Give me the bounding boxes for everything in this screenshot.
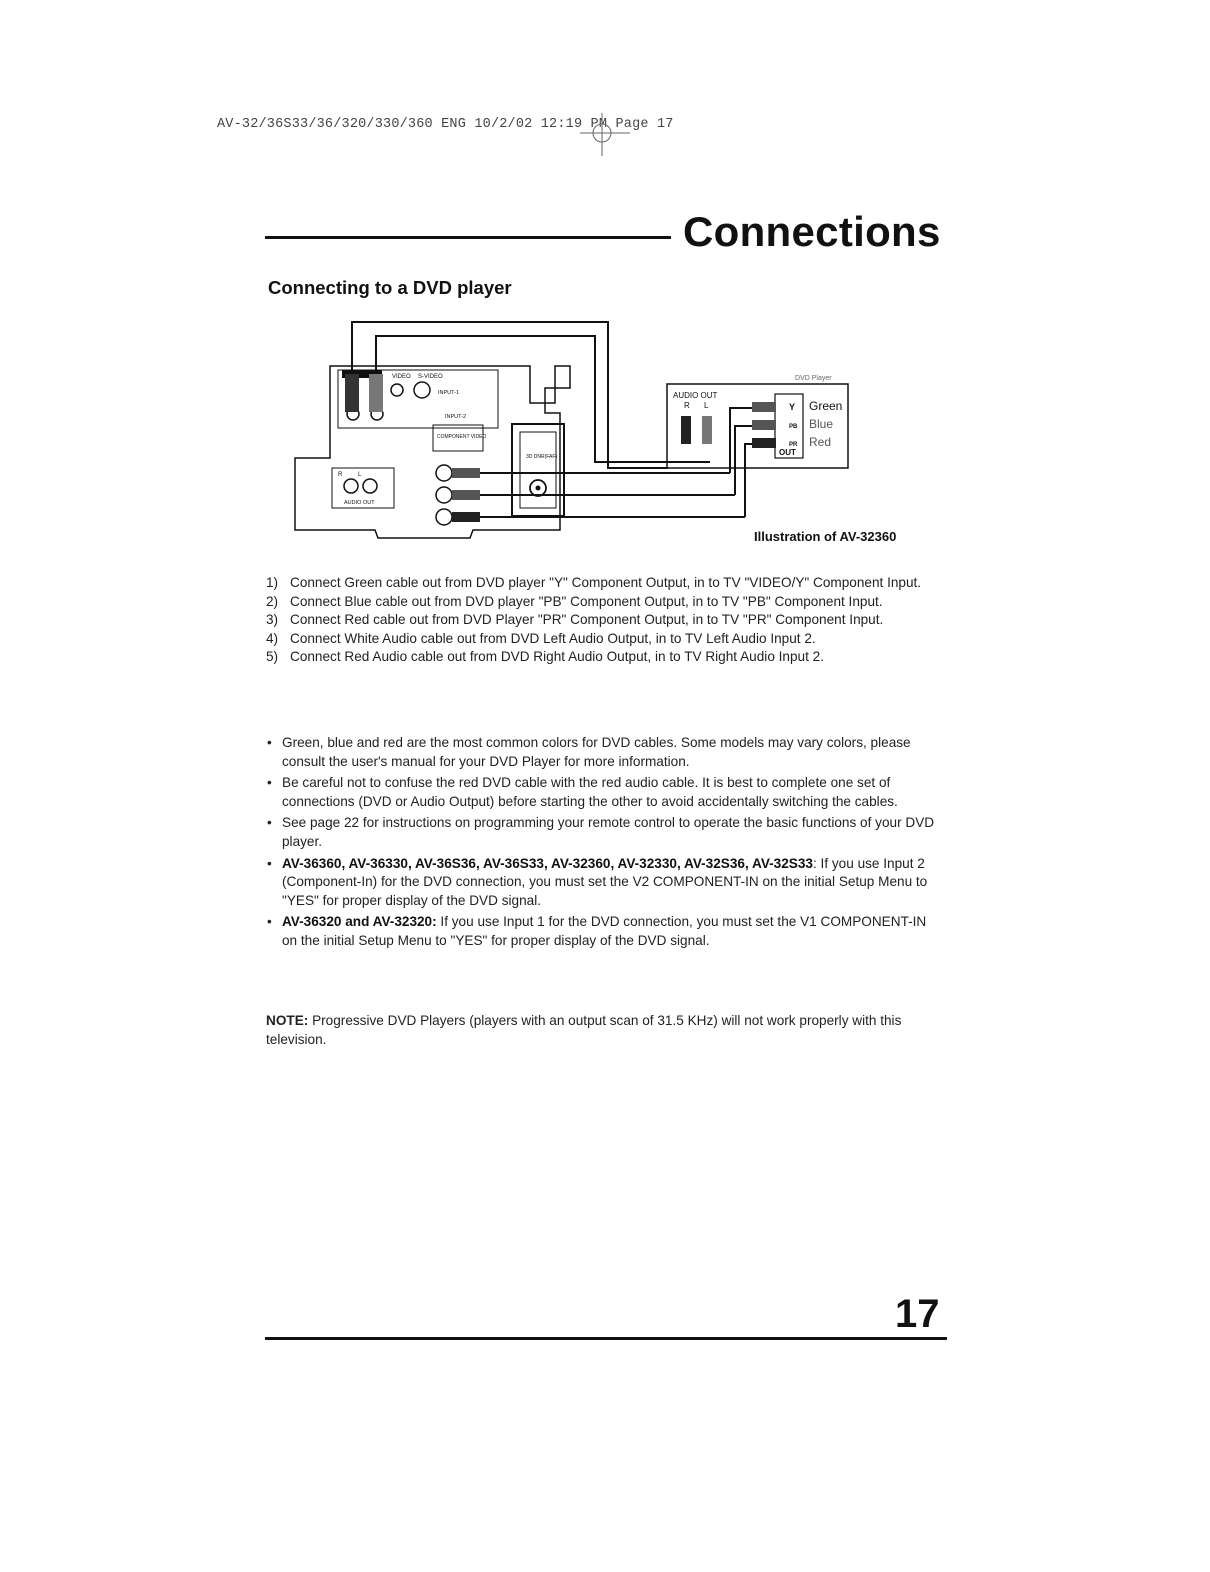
page-number: 17 [895,1292,940,1336]
tv-input-1-label: INPUT-1 [438,390,460,396]
dvd-player-label: DVD Player [795,375,832,382]
list-item [266,630,946,649]
dvd-pb-label: PB [789,424,798,430]
bullet-icon: • [267,735,272,750]
connection-diagram [290,318,890,553]
section-subtitle: Connecting to a DVD player [268,277,512,298]
bullet-text: : If you use Input 2 (Component-In) for the DVD connection, you must set the V2 COMPONENT-IN on the initial Setup Menu to "YES" for proper display of the DVD signal. [282,855,928,908]
tv-audio-plugs [345,374,383,412]
tv-audio-out-r-icon [344,479,358,493]
notes-bullets [266,734,942,954]
list-item [266,774,942,811]
connection-steps [266,574,946,667]
note-text: Progressive DVD Players (players with an output scan of 31.5 KHz) will not work properly with this television. [266,1013,902,1047]
dvd-r-label: R [684,401,690,410]
list-item [266,855,942,911]
list-item [266,611,946,630]
step-text: Connect Blue cable out from DVD player "PB" Component Output, in to TV "PB" Component Input. [290,593,883,609]
list-item [266,593,946,612]
page-title: Connections [683,208,941,255]
dvd-green-label: Green [809,399,843,413]
tv-input-2-label: INPUT-2 [445,414,467,420]
tv-center-label: 3D DNR(FAF) [526,454,558,460]
dvd-component-plugs [752,402,776,448]
tv-audio-out-label: AUDIO OUT [344,500,375,506]
list-item [266,648,946,667]
footer-rule [265,1337,947,1340]
dvd-audio-plugs [681,416,712,444]
print-slug: AV-32/36S33/36/320/330/360 ENG 10/2/02 12:19 PM Page 17 [217,117,674,132]
bullet-text: Be careful not to confuse the red DVD cable with the red audio cable. It is best to complete one set of connections (DVD or Audio Output) before starting the other to avoid accidentally switching the cables. [282,775,898,809]
step-text: Connect White Audio cable out from DVD Left Audio Output, in to TV Left Audio Input 2. [290,630,816,646]
dvd-audio-out-label: AUDIO OUT [673,391,718,400]
tv-audio-out-l-icon [363,479,377,493]
note-paragraph [266,1012,942,1049]
tv-r-label: R [338,472,343,478]
step-number: 5) [266,649,279,665]
step-number: 3) [266,612,279,628]
bullet-bold: AV-36320 and AV-32320: [282,914,437,930]
list-item [266,814,942,851]
dvd-red-label: Red [809,435,832,449]
bullet-icon: • [267,775,272,791]
tv-video-label: VIDEO [392,374,411,380]
step-number: 4) [266,630,279,646]
tv-s-video-jack-icon [414,382,430,398]
tv-video-jack-icon [391,384,403,396]
bullet-icon: • [267,855,272,871]
dvd-blue-label: Blue [809,417,834,431]
figure-caption: Illustration of AV-32360 [754,529,897,544]
dvd-l-label: L [704,401,709,410]
tv-back-panel [295,366,570,538]
list-item [266,913,942,950]
dvd-pr-label: PR [789,442,798,448]
title-rule [265,236,671,239]
step-text: Connect Red cable out from DVD Player "PR" Component Output, in to TV "PR" Component Input. [290,612,884,628]
antenna-jack-center [536,486,541,491]
tv-s-video-label: S-VIDEO [418,374,443,380]
bullet-text: Green, blue and red are the most common colors for DVD cables. Some models may vary colors, please consult the user's manual for your DVD Player for more information. [282,735,911,769]
dvd-out-label: OUT [779,448,796,457]
bullet-icon: • [267,815,272,831]
bullet-icon: • [267,914,272,930]
note-label: NOTE: [266,1013,309,1028]
list-item [266,574,946,593]
step-number: 1) [266,575,279,590]
crop-mark-icon [580,108,630,158]
bullet-text: If you use Input 1 for the DVD connection, you must set the V1 COMPONENT-IN on the initial Setup Menu to "YES" for proper display of the DVD signal. [282,914,927,948]
step-text: Connect Green cable out from DVD player "Y" Component Output, in to TV "VIDEO/Y" Component Input. [290,575,922,590]
tv-l-label: L [358,472,362,478]
bullet-text: See page 22 for instructions on programming your remote control to operate the basic functions of your DVD player. [282,815,935,849]
tv-component-video-label: COMPONENT VIDEO [437,434,487,440]
step-number: 2) [266,593,279,609]
component-jacks [436,465,480,525]
bullet-bold: AV-36360, AV-36330, AV-36S36, AV-36S33, AV-32360, AV-32330, AV-32S36, AV-32S33 [282,855,813,871]
dvd-y-label: Y [789,402,796,412]
list-item [266,734,942,771]
step-text: Connect Red Audio cable out from DVD Right Audio Output, in to TV Right Audio Input 2. [290,649,824,665]
